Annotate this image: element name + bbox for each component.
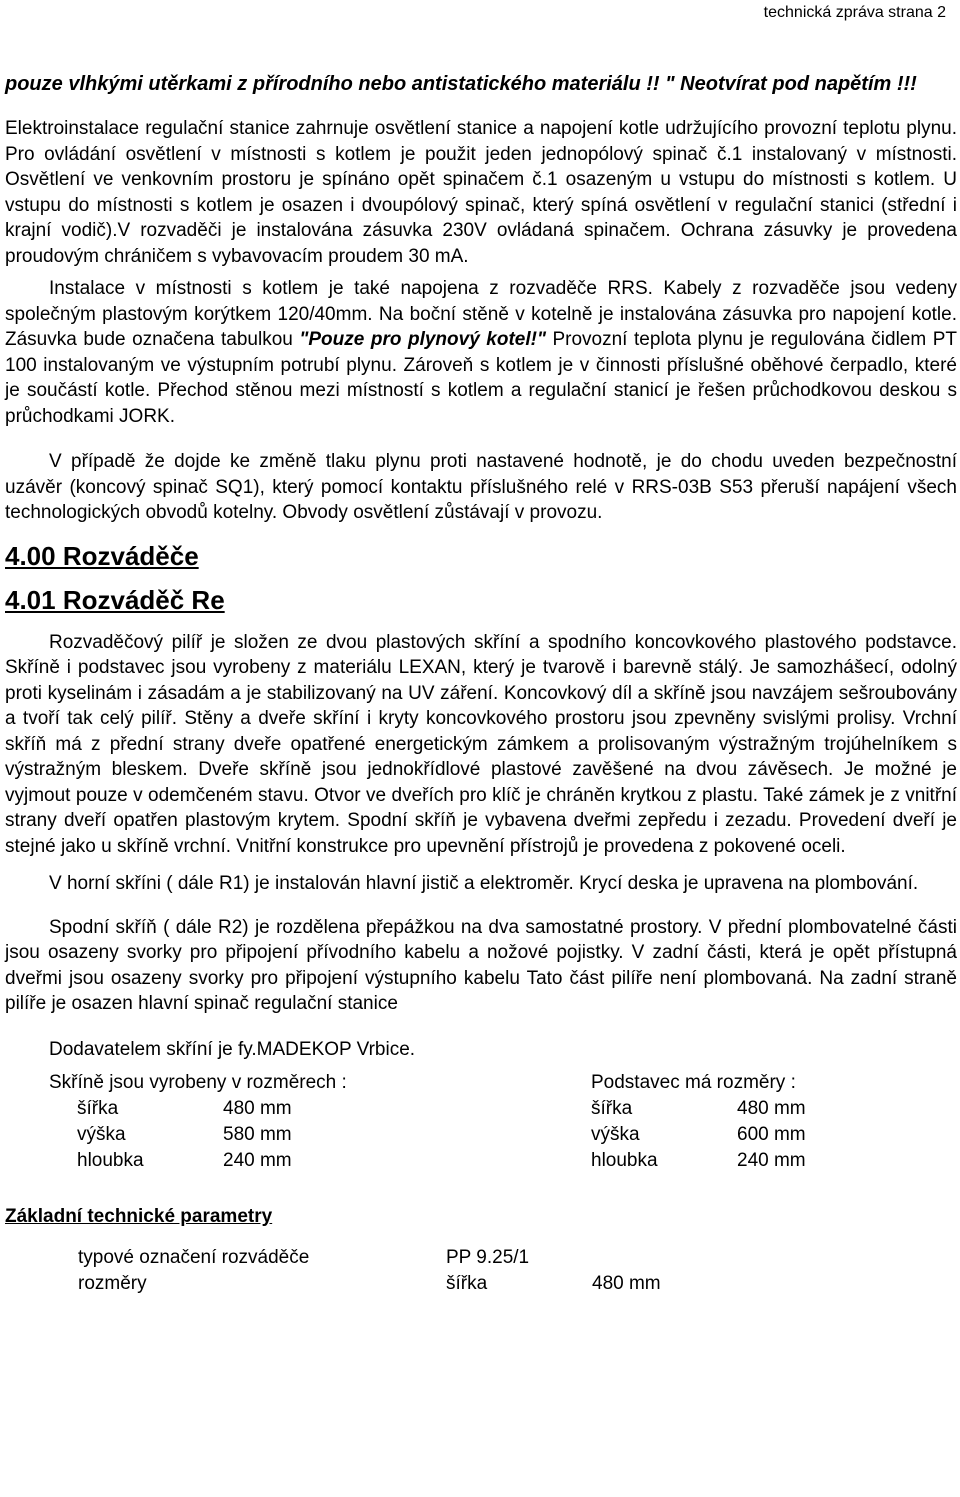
paragraph-supplier: Dodavatelem skříní je fy.MADEKOP Vrbice.	[49, 1038, 416, 1060]
paragraph-installation	[5, 276, 957, 429]
param-key: rozměry	[78, 1273, 147, 1294]
dimensions-cabinets	[49, 1070, 347, 1174]
dim-row	[591, 1122, 806, 1148]
dimensions-base-title: Podstavec má rozměry :	[591, 1072, 796, 1093]
dim-key: výška	[77, 1124, 126, 1145]
warning-text: pouze vlhkými utěrkami z přírodního nebo antistatického materiálu !! " Neotvírat pod napětím !!!	[5, 73, 917, 95]
dim-row	[49, 1096, 347, 1122]
paragraph-r2: Spodní skříň ( dále R2) je rozdělena přepážkou na dva samostatné prostory. V přední plombovatelné části jsou osazeny svorky pro připojení přívodního kabelu a nožové pojistky. V zadní části, která je opět přístupná dveřmi jsou osazeny svorky pro připojení výstupního kabelu Tato část pilíře není plombovaná. Na zadní straně pilíře je osazen hlavní spinač regulační stanice	[5, 916, 957, 1014]
dim-key: šířka	[591, 1098, 633, 1119]
dim-value: 580 mm	[223, 1124, 292, 1145]
param-subkey: šířka	[446, 1273, 488, 1294]
dimensions-block	[5, 1070, 957, 1178]
dim-value: 600 mm	[737, 1124, 806, 1145]
dim-value: 240 mm	[223, 1150, 292, 1171]
dim-key: hloubka	[77, 1150, 144, 1171]
paragraph-safety: V případě že dojde ke změně tlaku plynu proti nastavené hodnotě, je do chodu uveden bezpečnostní uzávěr (koncový spinač SQ1), který pomocí kontaktu příslušného relé v RRS-03B S53 přeruší napájení všech technologických obvodů kotelny. Obvody osvětlení zůstávají v provozu.	[5, 451, 957, 523]
dim-row	[49, 1148, 347, 1174]
heading-parameters: Základní technické parametry	[5, 1206, 273, 1227]
dim-value: 480 mm	[737, 1098, 806, 1119]
paragraph-pillar: Rozvaděčový pilíř je složen ze dvou plastových skříní a spodního koncovkového plastového podstavce. Skříně i podstavec jsou vyrobeny z materiálu LEXAN, který je tvarově i barevně stálý. Je samozhášecí, odolný proti kyselinám i zásadám a je stabilizovaný na UV záření. Koncovkový díl a skříně jsou navzájem sešroubovány a tvoří tak celý pilíř. Stěny a dveře skříní i kryty koncovkového prostoru jsou zpevněny svislými prolisy. Vrchní skříň má z přední strany dveře opatřené energetickým zámkem a prolisovaným výstražným trojúhelníkem s výstražným bleskem. Dveře skříně jsou jednokřídlové plastové zavěšené na dvou závěsech. Je možné je vyjmout pouze v odemčeném stavu. Otvor ve dveřích pro klíč je chráněn krytkou z plastu. Také zámek je z vnitřní strany dveří opatřen plastovým krytem. Spodní skříň je vybavena dveřmi zepředu i zezadu. Provedení dveří je stejné jako u skříně vrchní. Vnitřní konstrukce pro upevnění přístrojů je provedena z pokovené oceli.	[5, 631, 957, 857]
parameters-table	[5, 1245, 957, 1297]
dimensions-cabinets-title: Skříně jsou vyrobeny v rozměrech :	[49, 1072, 347, 1093]
paragraph-r1: V horní skříni ( dále R1) je instalován hlavní jistič a elektroměr. Krycí deska je upravena na plombování.	[49, 873, 919, 894]
dim-key: hloubka	[591, 1150, 658, 1171]
heading-4-01: 4.01 Rozváděč Re	[5, 584, 225, 615]
param-value: PP 9.25/1	[446, 1247, 530, 1268]
param-row	[78, 1271, 957, 1297]
dim-key: výška	[591, 1124, 640, 1145]
paragraph-electro: Elektroinstalace regulační stanice zahrnuje osvětlení stanice a napojení kotle udržujícího provozní teplotu plynu. Pro ovládání osvětlení v místnosti s kotlem je použit jeden jednopólový spinač č.1 instalovaný v místnosti. Osvětlení ve venkovním prostoru je spínáno opět spinačem č.1 osazeným u vstupu do místnosti s kotlem. U vstupu do místnosti s kotlem je osazen i dvoupólový spinač, který spíná osvětlení v regulační stanici (střední i krajní vodič).V rozvaděči je instalována zásuvka 230V ovládaná spinačem. Ochrana zásuvky je provedena proudovým chráničem s vybavovacím proudem 30 mA.	[5, 118, 957, 267]
dim-row	[591, 1148, 806, 1174]
document-body	[5, 72, 957, 1297]
param-value: 480 mm	[592, 1273, 661, 1294]
page-header: technická zpráva strana 2	[763, 4, 946, 21]
dim-key: šířka	[77, 1098, 119, 1119]
dimensions-base	[591, 1070, 806, 1174]
dim-value: 480 mm	[223, 1098, 292, 1119]
heading-4-00: 4.00 Rozváděče	[5, 540, 199, 571]
dim-row	[49, 1122, 347, 1148]
paragraph-installation-a: Instalace v místnosti s kotlem je také napojena z rozvaděče RRS. Kabely z rozvaděče jsou vedeny společným plastovým korýtkem 120/40mm. Na boční stěně v kotelně je instalována zásuvka pro napojení kotle. Zásuvka bude označena tabulkou	[5, 278, 957, 350]
dim-value: 240 mm	[737, 1150, 806, 1171]
dim-row	[591, 1096, 806, 1122]
label-text: "Pouze pro plynový kotel!"	[299, 329, 546, 350]
param-key: typové označení rozváděče	[78, 1247, 310, 1268]
param-row	[78, 1245, 957, 1271]
paragraph-installation-b: Provozní teplota plynu je regulována čidlem PT 100 instalovaným ve výstupním potrubí plynu. Zároveň s kotlem je v činnosti příslušné oběhové čerpadlo, které je součástí kotle. Přechod stěnou mezi místností s kotlem a regulační stanicí je řešen průchodkovou deskou s průchodkami JORK.	[5, 329, 957, 427]
